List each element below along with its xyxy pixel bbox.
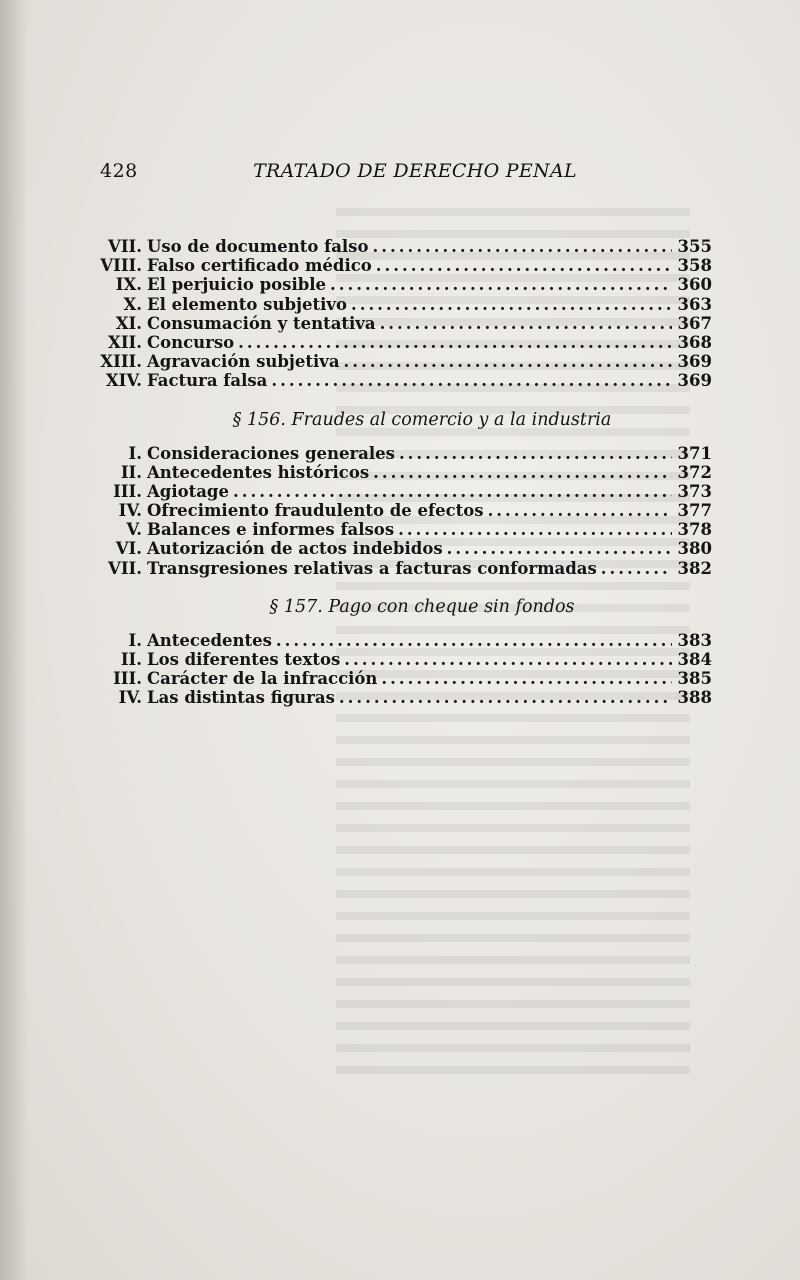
toc-entry bbox=[92, 463, 712, 482]
entry-number: XIII. bbox=[100, 352, 142, 372]
entry-page-number: 382 bbox=[677, 558, 712, 578]
toc-entry bbox=[92, 237, 712, 256]
dot-leader bbox=[276, 631, 672, 650]
entry-number: III. bbox=[113, 669, 142, 689]
dot-leader bbox=[380, 314, 672, 333]
toc-entry bbox=[92, 371, 712, 390]
entry-number: XIV. bbox=[105, 371, 142, 391]
entry-page-number: 378 bbox=[677, 520, 712, 540]
entry-title: Carácter de la infracción bbox=[147, 669, 378, 689]
toc-section bbox=[92, 237, 712, 391]
entry-page-number: 371 bbox=[677, 443, 712, 463]
entry-title: Concurso bbox=[147, 332, 235, 352]
toc-entry bbox=[92, 559, 712, 578]
entry-page-number: 369 bbox=[677, 371, 712, 391]
section-heading: § 157. Pago con cheque sin fondos bbox=[269, 596, 575, 617]
entry-title: Antecedentes históricos bbox=[147, 462, 370, 482]
toc-entry bbox=[92, 688, 712, 707]
dot-leader bbox=[488, 501, 672, 520]
dot-leader bbox=[339, 688, 672, 707]
entry-title: Uso de documento falso bbox=[147, 237, 369, 256]
toc-entry bbox=[92, 295, 712, 314]
entry-title: Autorización de actos indebidos bbox=[147, 539, 443, 559]
running-title: TRATADO DE DERECHO PENAL bbox=[253, 160, 577, 182]
entry-page-number: 384 bbox=[677, 650, 712, 669]
entry-title: El elemento subjetivo bbox=[147, 294, 347, 314]
entry-number: I. bbox=[128, 630, 142, 650]
entry-page-number: 363 bbox=[677, 294, 712, 314]
entry-title: Consumación y tentativa bbox=[147, 313, 376, 333]
entry-number: IV. bbox=[118, 501, 142, 521]
dot-leader bbox=[233, 482, 672, 501]
entry-page-number: 380 bbox=[677, 539, 712, 559]
toc-entry bbox=[92, 520, 712, 539]
entry-page-number: 372 bbox=[677, 462, 712, 482]
entry-number: IV. bbox=[118, 688, 142, 708]
entry-number: III. bbox=[113, 481, 142, 501]
entry-number: VI. bbox=[115, 539, 142, 559]
entry-title: Falso certificado médico bbox=[147, 256, 372, 276]
entry-number: X. bbox=[123, 294, 142, 314]
entry-number: II. bbox=[120, 462, 142, 482]
entry-page-number: 373 bbox=[677, 481, 712, 501]
entry-title: Factura falsa bbox=[147, 371, 268, 391]
entry-page-number: 385 bbox=[677, 669, 712, 689]
entry-title: Balances e informes falsos bbox=[147, 520, 395, 540]
dot-leader bbox=[601, 559, 672, 578]
dot-leader bbox=[373, 463, 672, 482]
entry-page-number: 369 bbox=[677, 352, 712, 372]
entry-number: XII. bbox=[108, 332, 142, 352]
toc-entry bbox=[92, 256, 712, 275]
entry-page-number: 360 bbox=[677, 275, 712, 295]
entry-title: Consideraciones generales bbox=[147, 443, 395, 463]
dot-leader bbox=[376, 256, 672, 275]
page-header bbox=[100, 160, 710, 186]
spine-shadow bbox=[0, 0, 28, 1280]
toc-entry bbox=[92, 650, 712, 669]
toc-entry bbox=[92, 669, 712, 688]
entry-page-number: 355 bbox=[677, 237, 712, 256]
dot-leader bbox=[372, 237, 672, 256]
entry-number: VII. bbox=[108, 237, 142, 256]
dot-leader bbox=[351, 295, 672, 314]
entry-title: Transgresiones relativas a facturas conformadas bbox=[147, 558, 597, 578]
dot-leader bbox=[398, 520, 672, 539]
dot-leader bbox=[330, 275, 672, 294]
entry-number: IX. bbox=[115, 275, 142, 295]
table-of-contents bbox=[92, 237, 712, 708]
toc-entry bbox=[92, 333, 712, 352]
toc-section bbox=[92, 596, 712, 708]
dot-leader bbox=[238, 333, 672, 352]
page-number: 428 bbox=[100, 160, 138, 182]
entry-page-number: 388 bbox=[677, 688, 712, 708]
toc-entry bbox=[92, 501, 712, 520]
toc-section bbox=[92, 409, 712, 578]
toc-entry bbox=[92, 482, 712, 501]
entry-number: V. bbox=[126, 520, 142, 540]
entry-number: VIII. bbox=[100, 256, 142, 276]
entry-number: VII. bbox=[108, 558, 142, 578]
toc-entry bbox=[92, 352, 712, 371]
entry-title: El perjuicio posible bbox=[147, 275, 327, 295]
entry-title: Los diferentes textos bbox=[147, 650, 341, 669]
toc-entry bbox=[92, 444, 712, 463]
entry-number: XI. bbox=[115, 313, 142, 333]
dot-leader bbox=[381, 669, 672, 688]
entry-title: Las distintas figuras bbox=[147, 688, 335, 708]
dot-leader bbox=[344, 352, 672, 371]
entry-number: II. bbox=[120, 650, 142, 669]
toc-entry bbox=[92, 539, 712, 558]
entry-title: Antecedentes bbox=[147, 630, 272, 650]
entry-page-number: 368 bbox=[677, 332, 712, 352]
section-heading: § 156. Fraudes al comercio y a la industria bbox=[232, 409, 612, 430]
entry-title: Agiotage bbox=[147, 481, 229, 501]
entry-number: I. bbox=[128, 443, 142, 463]
toc-entry bbox=[92, 314, 712, 333]
entry-page-number: 377 bbox=[677, 501, 712, 521]
dot-leader bbox=[447, 539, 672, 558]
entry-page-number: 383 bbox=[677, 630, 712, 650]
entry-page-number: 358 bbox=[677, 256, 712, 276]
dot-leader bbox=[271, 371, 672, 390]
toc-entry bbox=[92, 275, 712, 294]
dot-leader bbox=[344, 650, 672, 669]
entry-page-number: 367 bbox=[677, 313, 712, 333]
entry-title: Ofrecimiento fraudulento de efectos bbox=[147, 501, 484, 521]
toc-entry bbox=[92, 631, 712, 650]
entry-title: Agravación subjetiva bbox=[147, 352, 340, 372]
dot-leader bbox=[399, 444, 672, 463]
